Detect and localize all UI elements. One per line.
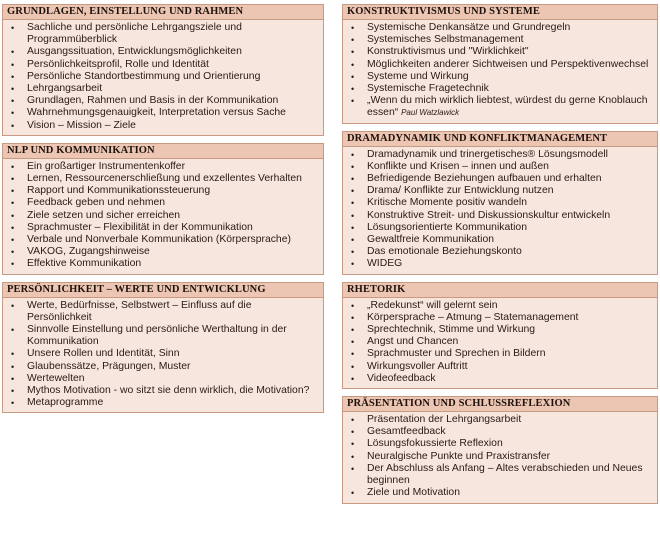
list-item: • Lösungsorientierte Kommunikation	[351, 221, 527, 233]
bullet-icon: •	[11, 235, 15, 246]
bullet-icon: •	[11, 71, 15, 82]
bullet-icon: •	[351, 247, 355, 258]
list-item: • Vision – Mission – Ziele	[11, 119, 136, 131]
section-nlp	[2, 143, 324, 275]
list-item: • WIDEG	[351, 258, 403, 270]
bullet-icon: •	[11, 222, 15, 233]
list-item: • VAKOG, Zugangshinweise	[11, 246, 150, 258]
topic-list	[7, 22, 319, 132]
list-item: • Verbale und Nonverbale Kommunikation (Körpersprache)	[11, 234, 291, 246]
bullet-icon: •	[351, 96, 355, 107]
list-item: • Präsentation der Lehrgangsarbeit	[351, 414, 522, 426]
list-item: • Sprechtechnik, Stimme und Wirkung	[351, 324, 536, 336]
list-item: • Ziele setzen und sicher erreichen	[11, 209, 181, 221]
list-item: • Neuralgische Punkte und Praxistransfer	[351, 450, 551, 462]
list-item: • Persönliche Standortbestimmung und Orientierung	[11, 70, 261, 82]
bullet-icon: •	[11, 361, 15, 372]
list-item: • Dramadynamik und trinergetisches® Lösungsmodell	[351, 148, 608, 160]
left-column	[2, 4, 324, 420]
bullet-icon: •	[11, 174, 15, 185]
list-item: • Drama/ Konflikte zur Entwicklung nutzen	[351, 185, 554, 197]
list-item: • Systeme und Wirkung	[351, 70, 469, 82]
right-column	[342, 4, 658, 511]
section-konstruktivismus	[342, 4, 658, 124]
bullet-icon: •	[11, 398, 15, 409]
bullet-icon: •	[11, 325, 15, 336]
list-item: • Metaprogramme	[11, 397, 104, 409]
list-item: • Möglichkeiten anderer Sichtweisen und Perspektivenwechsel	[351, 58, 649, 70]
bullet-icon: •	[11, 108, 15, 119]
list-item: • Grundlagen, Rahmen und Basis in der Kommunikation	[11, 95, 279, 107]
bullet-icon: •	[351, 198, 355, 209]
list-item: • Systemische Denkansätze und Grundregeln	[351, 22, 571, 33]
bullet-icon: •	[351, 312, 355, 323]
bullet-icon: •	[11, 198, 15, 209]
section-persoenlichkeit	[2, 282, 324, 414]
bullet-icon: •	[351, 349, 355, 360]
list-item: • Konstruktivismus und "Wirklichkeit"	[351, 46, 529, 58]
bullet-icon: •	[351, 488, 355, 499]
list-item: • Gesamtfeedback	[351, 426, 446, 438]
bullet-icon: •	[11, 386, 15, 397]
section-title: PERSÖNLICHKEIT – WERTE UND ENTWICKLUNG	[3, 283, 323, 298]
bullet-icon: •	[11, 23, 15, 33]
bullet-icon: •	[11, 259, 15, 270]
section-dramadynamik	[342, 131, 658, 275]
bullet-icon: •	[351, 451, 355, 462]
list-item: • Konstruktive Streit- und Diskussionskultur entwickeln	[351, 209, 611, 221]
topic-list	[347, 300, 653, 385]
list-item: • Gewaltfreie Kommunikation	[351, 234, 495, 246]
bullet-icon: •	[351, 186, 355, 197]
bullet-icon: •	[351, 161, 355, 172]
list-item: • Rapport und Kommunikationssteuerung	[11, 185, 211, 197]
bullet-icon: •	[351, 439, 355, 450]
bullet-icon: •	[351, 259, 355, 270]
list-item: • Kritische Momente positiv wandeln	[351, 197, 527, 209]
bullet-icon: •	[351, 235, 355, 246]
section-title: DRAMADYNAMIK UND KONFLIKTMANAGEMENT	[343, 132, 657, 147]
list-item: • Ausgangssituation, Entwicklungsmöglichkeiten	[11, 46, 242, 58]
list-item: • Der Abschluss als Anfang – Altes verabschieden und Neues beginnen	[351, 462, 643, 487]
bullet-icon: •	[351, 300, 355, 311]
list-item: • Lehrgangsarbeit	[11, 83, 103, 95]
quote-author: Paul Watzlawick	[401, 108, 460, 118]
bullet-icon: •	[351, 361, 355, 372]
list-item: • Feedback geben und nehmen	[11, 197, 166, 209]
list-item: • Wertewelten	[11, 372, 85, 384]
list-item: • Sinnvolle Einstellung und persönliche Werthaltung in der Kommunikation	[11, 324, 287, 348]
list-item: • Sachliche und persönliche Lehrgangsziele und Programmüberblick	[11, 22, 242, 46]
list-item: • Glaubenssätze, Prägungen, Muster	[11, 360, 191, 372]
topic-list	[7, 300, 319, 410]
list-item: • Systemische Fragetechnik	[351, 83, 489, 95]
bullet-icon: •	[11, 349, 15, 360]
list-item: • Angst und Chancen	[351, 336, 459, 348]
list-item: • Das emotionale Beziehungskonto	[351, 246, 522, 258]
bullet-icon: •	[351, 463, 355, 474]
list-item: • Ein großartiger Instrumentenkoffer	[11, 160, 186, 172]
bullet-icon: •	[11, 84, 15, 95]
bullet-icon: •	[351, 84, 355, 95]
bullet-icon: •	[351, 71, 355, 82]
list-item: • „Redekunst“ will gelernt sein	[351, 299, 498, 311]
list-item: • Mythos Motivation - wo sitzt sie denn wirklich, die Motivation?	[11, 385, 310, 397]
bullet-icon: •	[351, 222, 355, 233]
topic-list	[7, 161, 319, 271]
list-item: • Ziele und Motivation	[351, 487, 460, 499]
topic-list	[347, 149, 653, 271]
list-item: • Befriedigende Beziehungen aufbauen und erhalten	[351, 173, 602, 185]
list-item: • Werte, Bedürfnisse, Selbstwert – Einfluss auf die Persönlichkeit	[11, 299, 252, 323]
bullet-icon: •	[351, 325, 355, 336]
bullet-icon: •	[351, 149, 355, 160]
bullet-icon: •	[11, 161, 15, 172]
list-item: • Wahrnehmungsgenauigkeit, Interpretation versus Sache	[11, 107, 286, 119]
bullet-icon: •	[11, 59, 15, 70]
section-grundlagen	[2, 4, 324, 136]
section-title: RHETORIK	[343, 283, 657, 298]
section-title: NLP UND KOMMUNIKATION	[3, 144, 323, 159]
section-praesentation	[342, 396, 658, 503]
list-item: • Sprachmuster – Flexibilität in der Kommunikation	[11, 221, 253, 233]
list-item: • „Wenn du mich wirklich liebtest, würdest du gerne Knoblauch essen“ Paul Watzlawick	[351, 95, 648, 119]
list-item: • Lernen, Ressourcenerschließung und exzellentes Verhalten	[11, 173, 302, 185]
list-item: • Lösungsfokussierte Reflexion	[351, 438, 503, 450]
section-rhetorik	[342, 282, 658, 389]
topic-list	[347, 414, 653, 499]
bullet-icon: •	[351, 23, 355, 33]
bullet-icon: •	[11, 300, 15, 311]
bullet-icon: •	[351, 427, 355, 438]
bullet-icon: •	[11, 47, 15, 58]
topic-list	[347, 22, 653, 120]
bullet-icon: •	[351, 59, 355, 70]
bullet-icon: •	[351, 337, 355, 348]
bullet-icon: •	[11, 247, 15, 258]
bullet-icon: •	[11, 186, 15, 197]
list-item: • Unsere Rollen und Identität, Sinn	[11, 348, 180, 360]
list-item: • Wirkungsvoller Auftritt	[351, 360, 468, 372]
bullet-icon: •	[351, 210, 355, 221]
bullet-icon: •	[11, 120, 15, 131]
bullet-icon: •	[351, 415, 355, 426]
list-item: • Konflikte und Krisen – innen und außen	[351, 160, 549, 172]
bullet-icon: •	[351, 35, 355, 46]
list-item: • Sprachmuster und Sprechen in Bildern	[351, 348, 546, 360]
list-item: • Körpersprache – Atmung – Statemanagement	[351, 311, 579, 323]
list-item: • Persönlichkeitsprofil, Rolle und Identität	[11, 58, 209, 70]
bullet-icon: •	[351, 47, 355, 58]
list-item: • Systemisches Selbstmanagement	[351, 34, 524, 46]
bullet-icon: •	[11, 96, 15, 107]
section-title: GRUNDLAGEN, EINSTELLUNG UND RAHMEN	[3, 5, 323, 20]
bullet-icon: •	[351, 373, 355, 384]
list-item: • Videofeedback	[351, 372, 436, 384]
list-item: • Effektive Kommunikation	[11, 258, 142, 270]
section-title: KONSTRUKTIVISMUS UND SYSTEME	[343, 5, 657, 20]
bullet-icon: •	[351, 174, 355, 185]
bullet-icon: •	[11, 210, 15, 221]
bullet-icon: •	[11, 373, 15, 384]
section-title: PRÄSENTATION UND SCHLUSSREFLEXION	[343, 397, 657, 412]
